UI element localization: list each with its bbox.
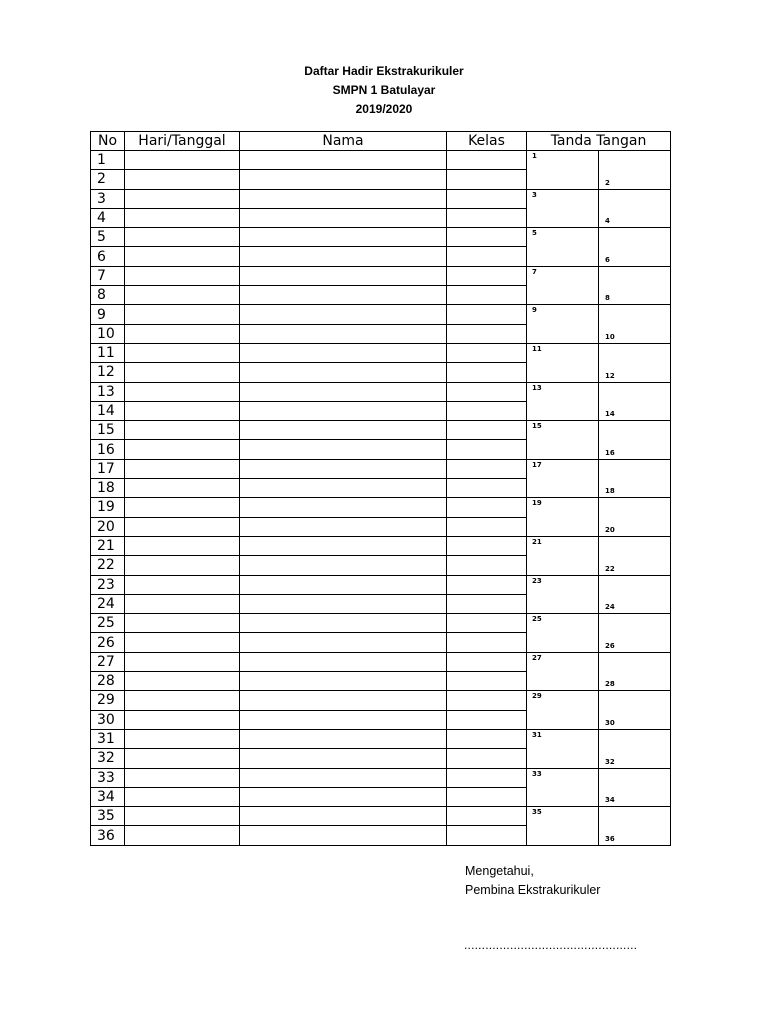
signature-box-even[interactable] xyxy=(599,343,671,382)
signature-box-odd[interactable] xyxy=(527,421,599,460)
date-cell[interactable] xyxy=(125,749,240,768)
row-number: 2 xyxy=(91,170,125,189)
name-cell[interactable] xyxy=(240,614,447,633)
table-row xyxy=(91,729,671,748)
date-cell[interactable] xyxy=(125,421,240,440)
row-number: 21 xyxy=(91,536,125,555)
date-cell[interactable] xyxy=(125,401,240,420)
name-cell[interactable] xyxy=(240,691,447,710)
name-cell[interactable] xyxy=(240,228,447,247)
date-cell[interactable] xyxy=(125,633,240,652)
signature-box-even[interactable] xyxy=(599,266,671,305)
signature-box-odd[interactable] xyxy=(527,266,599,305)
signature-box-odd[interactable] xyxy=(527,343,599,382)
signature-number: 33 xyxy=(532,769,542,778)
date-cell[interactable] xyxy=(125,517,240,536)
name-cell[interactable] xyxy=(240,556,447,575)
signature-box-odd[interactable] xyxy=(527,652,599,691)
signature-number: 10 xyxy=(605,332,615,341)
class-cell[interactable] xyxy=(447,826,527,845)
name-cell[interactable] xyxy=(240,826,447,845)
name-cell[interactable] xyxy=(240,517,447,536)
row-number: 10 xyxy=(91,324,125,343)
date-cell[interactable] xyxy=(125,324,240,343)
date-cell[interactable] xyxy=(125,691,240,710)
date-cell[interactable] xyxy=(125,710,240,729)
signature-box-odd[interactable] xyxy=(527,151,599,190)
table-row xyxy=(91,305,671,324)
signature-number: 20 xyxy=(605,525,615,534)
signature-box-odd[interactable] xyxy=(527,614,599,653)
signature-number: 35 xyxy=(532,808,542,817)
signature-box-odd[interactable] xyxy=(527,691,599,730)
table-row xyxy=(91,536,671,555)
name-cell[interactable] xyxy=(240,768,447,787)
class-cell[interactable] xyxy=(447,382,527,401)
class-cell[interactable] xyxy=(447,189,527,208)
row-number: 13 xyxy=(91,382,125,401)
name-cell[interactable] xyxy=(240,208,447,227)
name-cell[interactable] xyxy=(240,498,447,517)
name-cell[interactable] xyxy=(240,710,447,729)
signature-number: 5 xyxy=(532,229,537,238)
signature-number: 36 xyxy=(605,834,615,843)
row-number: 12 xyxy=(91,363,125,382)
date-cell[interactable] xyxy=(125,286,240,305)
class-cell[interactable] xyxy=(447,266,527,285)
class-cell[interactable] xyxy=(447,633,527,652)
header-name: Nama xyxy=(240,132,447,151)
name-cell[interactable] xyxy=(240,363,447,382)
signature-line: ................................................. xyxy=(464,938,638,952)
signature-box-even[interactable] xyxy=(599,614,671,653)
signature-number: 8 xyxy=(605,294,610,303)
date-cell[interactable] xyxy=(125,459,240,478)
signature-box-even[interactable] xyxy=(599,807,671,846)
row-number: 27 xyxy=(91,652,125,671)
header-date: Hari/Tanggal xyxy=(125,132,240,151)
signature-number: 12 xyxy=(605,371,615,380)
row-number: 19 xyxy=(91,498,125,517)
date-cell[interactable] xyxy=(125,170,240,189)
date-cell[interactable] xyxy=(125,382,240,401)
header-class: Kelas xyxy=(447,132,527,151)
row-number: 36 xyxy=(91,826,125,845)
row-number: 35 xyxy=(91,807,125,826)
table-row xyxy=(91,228,671,247)
row-number: 25 xyxy=(91,614,125,633)
date-cell[interactable] xyxy=(125,729,240,748)
table-row xyxy=(91,151,671,170)
date-cell[interactable] xyxy=(125,575,240,594)
footer-block xyxy=(465,862,600,900)
signature-box-odd[interactable] xyxy=(527,382,599,421)
date-cell[interactable] xyxy=(125,479,240,498)
signature-number: 9 xyxy=(532,306,537,315)
signature-number: 19 xyxy=(532,499,542,508)
class-cell[interactable] xyxy=(447,807,527,826)
date-cell[interactable] xyxy=(125,189,240,208)
signature-number: 15 xyxy=(532,422,542,431)
signature-box-odd[interactable] xyxy=(527,228,599,267)
class-cell[interactable] xyxy=(447,498,527,517)
row-number: 18 xyxy=(91,479,125,498)
row-number: 5 xyxy=(91,228,125,247)
signature-number: 22 xyxy=(605,564,615,573)
table-row xyxy=(91,498,671,517)
name-cell[interactable] xyxy=(240,536,447,555)
table-row xyxy=(91,614,671,633)
date-cell[interactable] xyxy=(125,672,240,691)
date-cell[interactable] xyxy=(125,151,240,170)
class-cell[interactable] xyxy=(447,729,527,748)
signature-box-even[interactable] xyxy=(599,151,671,190)
name-cell[interactable] xyxy=(240,807,447,826)
class-cell[interactable] xyxy=(447,652,527,671)
name-cell[interactable] xyxy=(240,575,447,594)
signature-box-odd[interactable] xyxy=(527,575,599,614)
signature-number: 11 xyxy=(532,344,542,353)
date-cell[interactable] xyxy=(125,208,240,227)
class-cell[interactable] xyxy=(447,749,527,768)
class-cell[interactable] xyxy=(447,710,527,729)
signature-box-even[interactable] xyxy=(599,228,671,267)
class-cell[interactable] xyxy=(447,575,527,594)
date-cell[interactable] xyxy=(125,652,240,671)
signature-number: 24 xyxy=(605,603,615,612)
signature-box-even[interactable] xyxy=(599,382,671,421)
class-cell[interactable] xyxy=(447,363,527,382)
class-cell[interactable] xyxy=(447,556,527,575)
class-cell[interactable] xyxy=(447,151,527,170)
row-number: 9 xyxy=(91,305,125,324)
row-number: 6 xyxy=(91,247,125,266)
name-cell[interactable] xyxy=(240,170,447,189)
signature-box-odd[interactable] xyxy=(527,807,599,846)
date-cell[interactable] xyxy=(125,614,240,633)
class-cell[interactable] xyxy=(447,459,527,478)
signature-box-even[interactable] xyxy=(599,652,671,691)
name-cell[interactable] xyxy=(240,286,447,305)
table-row xyxy=(91,652,671,671)
name-cell[interactable] xyxy=(240,324,447,343)
row-number: 22 xyxy=(91,556,125,575)
table-row xyxy=(91,189,671,208)
signature-number: 25 xyxy=(532,615,542,624)
date-cell[interactable] xyxy=(125,305,240,324)
name-cell[interactable] xyxy=(240,189,447,208)
class-cell[interactable] xyxy=(447,691,527,710)
signature-number: 30 xyxy=(605,718,615,727)
table-row xyxy=(91,807,671,826)
class-cell[interactable] xyxy=(447,517,527,536)
table-header-row xyxy=(91,132,671,151)
name-cell[interactable] xyxy=(240,440,447,459)
date-cell[interactable] xyxy=(125,498,240,517)
row-number: 3 xyxy=(91,189,125,208)
signature-number: 3 xyxy=(532,190,537,199)
class-cell[interactable] xyxy=(447,479,527,498)
name-cell[interactable] xyxy=(240,401,447,420)
name-cell[interactable] xyxy=(240,633,447,652)
row-number: 8 xyxy=(91,286,125,305)
class-cell[interactable] xyxy=(447,208,527,227)
signature-box-odd[interactable] xyxy=(527,459,599,498)
class-cell[interactable] xyxy=(447,768,527,787)
signature-box-even[interactable] xyxy=(599,575,671,614)
date-cell[interactable] xyxy=(125,807,240,826)
title-line-1: Daftar Hadir Ekstrakurikuler xyxy=(304,64,464,78)
date-cell[interactable] xyxy=(125,363,240,382)
name-cell[interactable] xyxy=(240,305,447,324)
header-no: No xyxy=(91,132,125,151)
row-number: 24 xyxy=(91,594,125,613)
date-cell[interactable] xyxy=(125,826,240,845)
row-number: 23 xyxy=(91,575,125,594)
class-cell[interactable] xyxy=(447,401,527,420)
signature-box-odd[interactable] xyxy=(527,189,599,228)
table-row xyxy=(91,691,671,710)
class-cell[interactable] xyxy=(447,324,527,343)
table-row xyxy=(91,459,671,478)
signature-number: 13 xyxy=(532,383,542,392)
class-cell[interactable] xyxy=(447,228,527,247)
signature-box-even[interactable] xyxy=(599,768,671,807)
signature-box-even[interactable] xyxy=(599,536,671,575)
row-number: 1 xyxy=(91,151,125,170)
signature-box-even[interactable] xyxy=(599,305,671,344)
date-cell[interactable] xyxy=(125,440,240,459)
date-cell[interactable] xyxy=(125,768,240,787)
signature-number: 18 xyxy=(605,487,615,496)
name-cell[interactable] xyxy=(240,459,447,478)
signature-box-odd[interactable] xyxy=(527,729,599,768)
row-number: 17 xyxy=(91,459,125,478)
signature-number: 2 xyxy=(605,178,610,187)
class-cell[interactable] xyxy=(447,594,527,613)
table-row xyxy=(91,266,671,285)
name-cell[interactable] xyxy=(240,343,447,362)
signature-number: 29 xyxy=(532,692,542,701)
signature-number: 34 xyxy=(605,796,615,805)
date-cell[interactable] xyxy=(125,536,240,555)
name-cell[interactable] xyxy=(240,382,447,401)
signature-number: 26 xyxy=(605,641,615,650)
signature-box-even[interactable] xyxy=(599,421,671,460)
class-cell[interactable] xyxy=(447,286,527,305)
signature-number: 32 xyxy=(605,757,615,766)
acknowledged-label: Mengetahui, xyxy=(465,864,534,878)
signature-number: 28 xyxy=(605,680,615,689)
name-cell[interactable] xyxy=(240,672,447,691)
row-number: 4 xyxy=(91,208,125,227)
signature-number: 17 xyxy=(532,460,542,469)
table-row xyxy=(91,382,671,401)
title-line-3: 2019/2020 xyxy=(355,102,413,116)
row-number: 32 xyxy=(91,749,125,768)
row-number: 14 xyxy=(91,401,125,420)
supervisor-role: Pembina Ekstrakurikuler xyxy=(465,883,601,897)
row-number: 16 xyxy=(91,440,125,459)
row-number: 31 xyxy=(91,729,125,748)
row-number: 28 xyxy=(91,672,125,691)
table-row xyxy=(91,421,671,440)
class-cell[interactable] xyxy=(447,787,527,806)
row-number: 29 xyxy=(91,691,125,710)
class-cell[interactable] xyxy=(447,672,527,691)
date-cell[interactable] xyxy=(125,787,240,806)
row-number: 20 xyxy=(91,517,125,536)
class-cell[interactable] xyxy=(447,421,527,440)
name-cell[interactable] xyxy=(240,421,447,440)
class-cell[interactable] xyxy=(447,305,527,324)
name-cell[interactable] xyxy=(240,479,447,498)
row-number: 15 xyxy=(91,421,125,440)
attendance-table xyxy=(90,131,671,846)
signature-box-odd[interactable] xyxy=(527,305,599,344)
signature-number: 4 xyxy=(605,217,610,226)
signature-box-odd[interactable] xyxy=(527,536,599,575)
date-cell[interactable] xyxy=(125,556,240,575)
name-cell[interactable] xyxy=(240,247,447,266)
signature-number: 16 xyxy=(605,448,615,457)
header-signature: Tanda Tangan xyxy=(527,132,671,151)
signature-box-even[interactable] xyxy=(599,459,671,498)
class-cell[interactable] xyxy=(447,247,527,266)
row-number: 33 xyxy=(91,768,125,787)
row-number: 30 xyxy=(91,710,125,729)
name-cell[interactable] xyxy=(240,594,447,613)
signature-number: 14 xyxy=(605,410,615,419)
signature-number: 7 xyxy=(532,267,537,276)
table-row xyxy=(91,343,671,362)
title-line-2: SMPN 1 Batulayar xyxy=(332,83,436,97)
signature-number: 27 xyxy=(532,653,542,662)
signature-number: 31 xyxy=(532,730,542,739)
signature-box-odd[interactable] xyxy=(527,768,599,807)
name-cell[interactable] xyxy=(240,729,447,748)
name-cell[interactable] xyxy=(240,749,447,768)
date-cell[interactable] xyxy=(125,247,240,266)
class-cell[interactable] xyxy=(447,614,527,633)
name-cell[interactable] xyxy=(240,652,447,671)
date-cell[interactable] xyxy=(125,594,240,613)
name-cell[interactable] xyxy=(240,151,447,170)
class-cell[interactable] xyxy=(447,536,527,555)
signature-number: 21 xyxy=(532,537,542,546)
name-cell[interactable] xyxy=(240,787,447,806)
class-cell[interactable] xyxy=(447,440,527,459)
date-cell[interactable] xyxy=(125,343,240,362)
row-number: 11 xyxy=(91,343,125,362)
signature-box-even[interactable] xyxy=(599,691,671,730)
date-cell[interactable] xyxy=(125,228,240,247)
row-number: 7 xyxy=(91,266,125,285)
signature-box-odd[interactable] xyxy=(527,498,599,537)
row-number: 26 xyxy=(91,633,125,652)
row-number: 34 xyxy=(91,787,125,806)
signature-box-even[interactable] xyxy=(599,498,671,537)
signature-number: 1 xyxy=(532,152,537,160)
class-cell[interactable] xyxy=(447,170,527,189)
table-row xyxy=(91,575,671,594)
document-title xyxy=(0,62,768,119)
signature-box-even[interactable] xyxy=(599,729,671,768)
signature-number: 23 xyxy=(532,576,542,585)
signature-number: 6 xyxy=(605,255,610,264)
class-cell[interactable] xyxy=(447,343,527,362)
name-cell[interactable] xyxy=(240,266,447,285)
date-cell[interactable] xyxy=(125,266,240,285)
table-row xyxy=(91,768,671,787)
signature-box-even[interactable] xyxy=(599,189,671,228)
